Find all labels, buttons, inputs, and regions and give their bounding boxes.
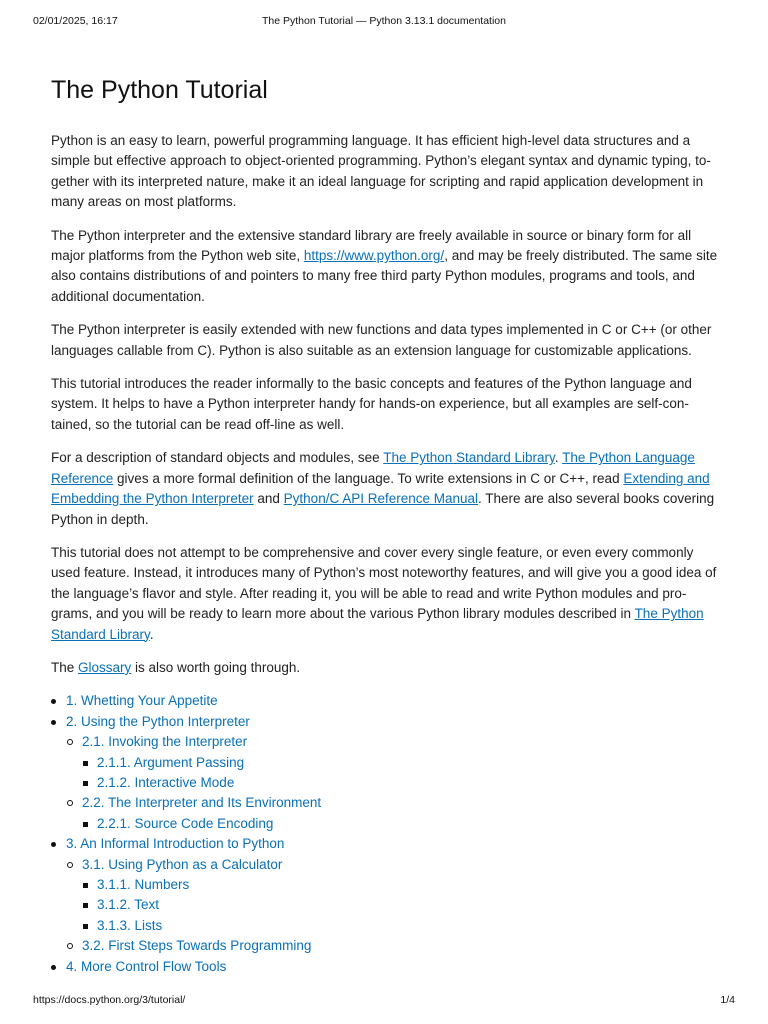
toc-link[interactable]: 2.1. Invoking the Interpreter [82, 734, 248, 750]
text: . [149, 626, 154, 642]
print-header [33, 15, 735, 31]
page-number: 1/4 [720, 994, 735, 1006]
paragraph-scope [51, 543, 718, 645]
toc-link[interactable]: 3. An Informal Introduction to Python [66, 836, 285, 852]
toc-link[interactable]: 4. More Control Flow Tools [66, 958, 227, 974]
toc-item [51, 712, 718, 732]
c-api-manual-link[interactable]: Python/C API Reference Manual [283, 491, 479, 507]
toc-link[interactable]: 2. Using the Python Interpreter [66, 713, 250, 729]
toc-item [51, 957, 718, 977]
toc-link[interactable]: 2.2.1. Source Code Encoding [97, 815, 274, 831]
paragraph-availability [51, 226, 718, 308]
text: and [253, 491, 284, 507]
paragraph-glossary [51, 658, 718, 678]
toc-item [51, 895, 718, 915]
toc-item [51, 875, 718, 895]
bullet-disc-icon [51, 842, 56, 847]
print-doc-title: The Python Tutorial — Python 3.13.1 documentation [262, 15, 506, 27]
print-url: https://docs.python.org/3/tutorial/ [33, 994, 186, 1006]
toc-link[interactable]: 2.1.2. Interactive Mode [97, 774, 235, 790]
extending-embedding-link[interactable]: Extending and Embedding the Python Interpreter [51, 470, 710, 507]
text: The [51, 659, 79, 675]
standard-library-link[interactable]: The Python Standard Library [383, 450, 555, 466]
text: gives a more formal definition of the language. To write extensions in C or C++, read [113, 470, 624, 486]
toc-link[interactable]: 3.1.3. Lists [97, 917, 163, 933]
paragraph-intro: Python is an easy to learn, powerful programming language. It has efficient high-level data structures and a simple but effective approach to object-oriented programming. Python’s elegant syntax and dynamic typing, together with its interpreted nature, make it an ideal language for scripting and rapid application development in many areas on most platforms. [51, 133, 711, 210]
standard-library-link-2[interactable]: The Python Standard Library [51, 606, 704, 642]
toc-item [51, 732, 718, 752]
toc-link[interactable]: 3.2. First Steps Towards Programming [82, 938, 312, 954]
toc-item [51, 753, 718, 773]
bullet-circle-icon [67, 800, 73, 806]
paragraph-tutorial-intro: This tutorial introduces the reader informally to the basic concepts and features of the Python language and system. It helps to have a Python interpreter handy for hands-on experience, but all examples are self-contained, so the tutorial can be read off-line as well. [51, 376, 692, 432]
table-of-contents [51, 691, 718, 977]
bullet-square-icon [83, 924, 88, 929]
toc-link[interactable]: 3.1. Using Python as a Calculator [82, 856, 283, 872]
language-reference-link[interactable]: The Python Language Reference [51, 450, 695, 486]
text: . [554, 450, 563, 466]
bullet-circle-icon [67, 862, 73, 868]
bullet-square-icon [83, 822, 88, 827]
text: , and may be freely distributed. The same site also contains distributions of and pointers to many free third party Python modules, programs and tools, and additional documentation. [51, 248, 718, 304]
bullet-square-icon [83, 883, 88, 888]
text: . There are also several books covering Python in depth. [51, 491, 715, 527]
bullet-circle-icon [67, 943, 73, 949]
bullet-disc-icon [51, 699, 56, 704]
text: For a description of standard objects and modules, see [51, 450, 384, 466]
toc-link[interactable]: 2.1.1. Argument Passing [97, 754, 245, 770]
bullet-square-icon [83, 781, 88, 786]
print-date: 02/01/2025, 16:17 [33, 15, 118, 27]
text: This tutorial does not attempt to be comprehensive and cover every single feature, or even every commonly used feature. Instead, it introduces many of Python’s most noteworthy features, and will give you a good idea of the language’s flavor and style. After reading it, you will be able to read and write Python modules and programs, and you will be ready to learn more about the various Python library modules described in [51, 544, 717, 622]
print-footer [33, 994, 735, 1010]
text: The Python interpreter and the extensive standard library are freely available in source or binary form for all major platforms from the Python web site, [51, 227, 692, 264]
toc-item [51, 814, 718, 834]
toc-link[interactable]: 1. Whetting Your Appetite [66, 693, 218, 709]
main-content [51, 74, 718, 977]
page-title: The Python Tutorial [51, 76, 268, 104]
toc-item [51, 916, 718, 936]
text: is also worth going through. [131, 659, 301, 675]
toc-item [51, 834, 718, 854]
bullet-circle-icon [67, 739, 73, 745]
paragraph-references [51, 448, 718, 530]
toc-item [51, 793, 718, 813]
toc-item [51, 773, 718, 793]
bullet-disc-icon [51, 965, 56, 970]
python-website-link[interactable]: https://www.python.org/ [303, 248, 445, 264]
bullet-square-icon [83, 761, 88, 766]
toc-link[interactable]: 3.1.1. Numbers [97, 877, 190, 892]
toc-link[interactable]: 2.2. The Interpreter and Its Environment [82, 795, 322, 811]
toc-item [51, 691, 718, 711]
paragraph-extending: The Python interpreter is easily extended with new functions and data types implemented in C or C++ (or other languages callable from C). Python is also suitable as an extension language for customizable applications. [51, 322, 712, 358]
toc-link[interactable]: 3.1.2. Text [97, 897, 160, 913]
bullet-square-icon [83, 903, 88, 908]
toc-item [51, 936, 718, 956]
glossary-link[interactable]: Glossary [78, 659, 132, 675]
bullet-disc-icon [51, 720, 56, 725]
toc-item [51, 855, 718, 875]
